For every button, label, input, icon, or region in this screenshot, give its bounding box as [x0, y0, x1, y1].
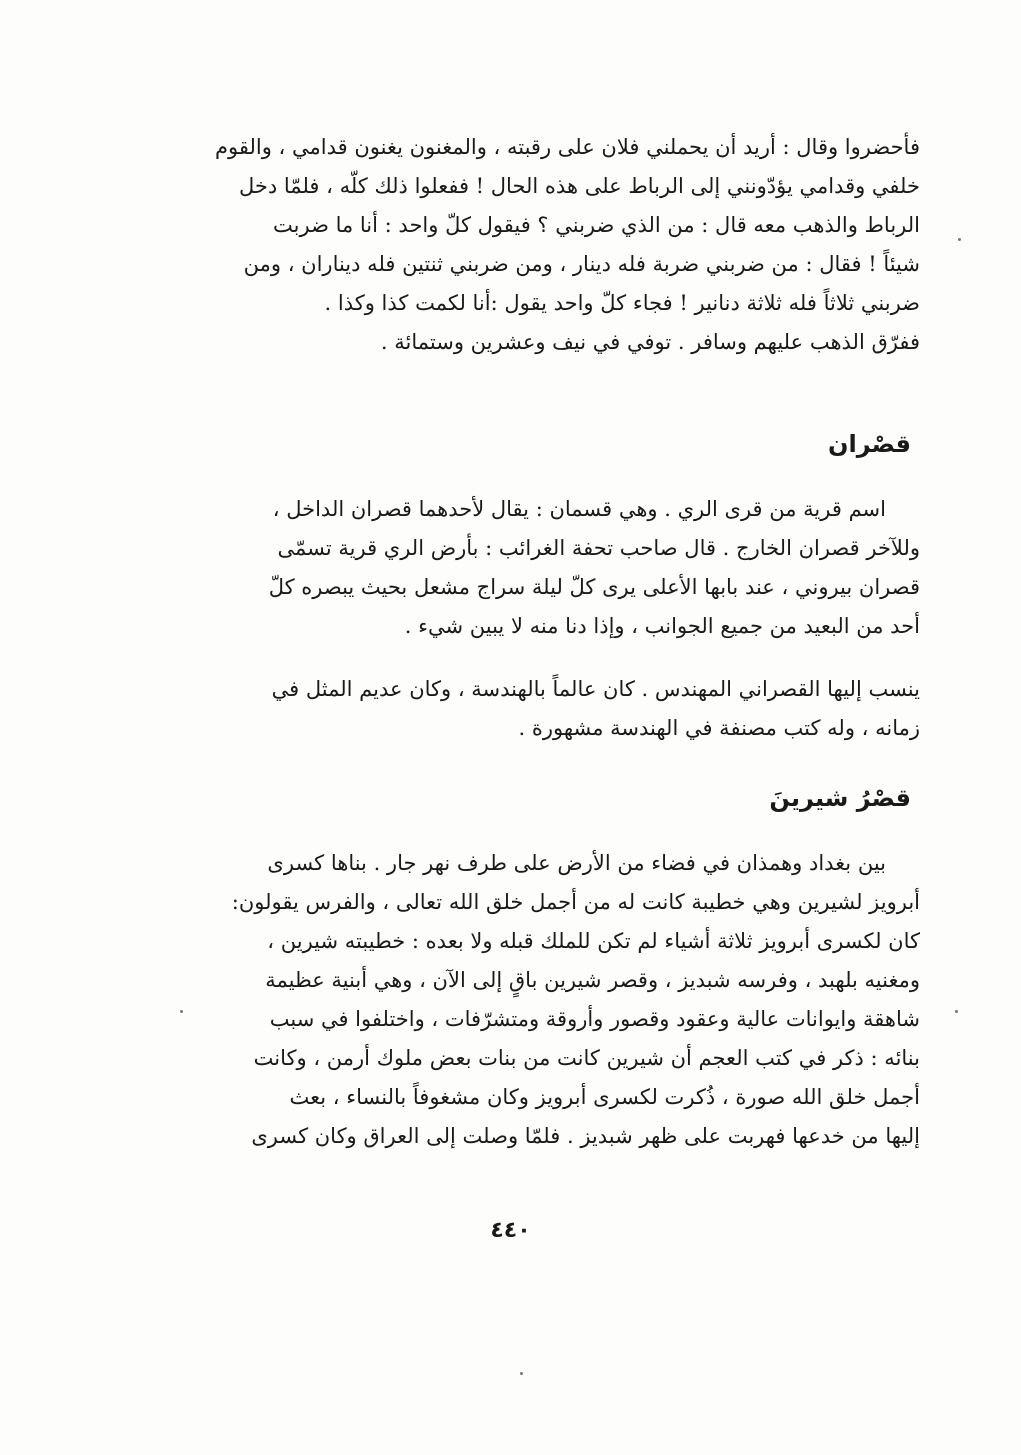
- text-line: ومغنيه بلهبد ، وفرسه شبديز ، وقصر شيرين باقٍ إلى الآن ، وهي أبنية عظيمة: [265, 968, 920, 992]
- text-line: شيئاً ! فقال : من ضربني ضربة فله دينار ، ومن ضربني ثنتين فله ديناران ، ومن: [243, 252, 920, 276]
- text-line: ضربني ثلاثاً فله ثلاثة دنانير ! فجاء كلّ واحد يقول :أنا لكمت كذا وكذا .: [324, 291, 920, 315]
- text-line: شاهقة وايوانات عالية وعقود وقصور وأروقة ومتشرّفات ، واختلفوا في سبب: [269, 1007, 920, 1031]
- continuation-paragraph: [208, 128, 920, 362]
- scan-speck: [958, 238, 961, 241]
- text-line: كان لكسرى أبرويز ثلاثة أشياء لم تكن للملك قبله ولا بعده : خطيبته شيرين ،: [267, 929, 920, 953]
- text-line: بنائه : ذكر في كتب العجم أن شيرين كانت من بنات بعض ملوك أرمن ، وكانت: [253, 1046, 920, 1070]
- qasran-paragraph-1: [208, 490, 920, 646]
- page-number: ٤٤٠: [490, 1218, 531, 1243]
- section-heading-qasr-shirin: قصْرُ شيرينَ: [769, 784, 911, 812]
- section-heading-qasran: قصْران: [827, 430, 911, 458]
- text-line: ففرّق الذهب عليهم وسافر . توفي في نيف وعشرين وستمائة .: [380, 330, 920, 354]
- text-line: الرباط والذهب معه قال : من الذي ضربني ؟ فيقول كلّ واحد : أنا ما ضربت: [273, 213, 920, 237]
- text-line: أحد من البعيد من جميع الجوانب ، وإذا دنا منه لا يبين شيء .: [404, 614, 920, 638]
- text-line: أجمل خلق الله صورة ، ذُكرت لكسرى أبرويز وكان مشغوفاً بالنساء ، بعث: [289, 1085, 920, 1109]
- text-line: فأحضروا وقال : أريد أن يحملني فلان على رقبته ، والمغنون يغنون قدامي ، والقوم: [215, 135, 920, 159]
- text-line: ينسب إليها القصراني المهندس . كان عالماً بالهندسة ، وكان عديم المثل في: [271, 677, 920, 701]
- text-line: خلفي وقدامي يؤدّونني إلى الرباط على هذه الحال ! ففعلوا ذلك كلّه ، فلمّا دخل: [239, 174, 920, 198]
- text-line: اسم قرية من قرى الري . وهي قسمان : يقال لأحدهما قصران الداخل ،: [272, 497, 886, 521]
- text-line: أبرويز لشيرين وهي خطيبة كانت له من أجمل خلق الله تعالى ، والفرس يقولون:: [231, 890, 920, 914]
- text-line: وللآخر قصران الخارج . قال صاحب تحفة الغرائب : بأرض الري قرية تسمّى: [277, 536, 920, 560]
- qasr-shirin-paragraph: [208, 844, 920, 1156]
- scan-speck: [180, 1010, 183, 1013]
- scan-speck: [520, 1372, 523, 1375]
- text-line: إليها من خدعها فهربت على ظهر شبديز . فلمّا وصلت إلى العراق وكان كسرى: [251, 1124, 920, 1148]
- text-line: زمانه ، وله كتب مصنفة في الهندسة مشهورة .: [518, 716, 920, 740]
- qasran-paragraph-2: [208, 670, 920, 748]
- scan-speck: [955, 1010, 958, 1013]
- text-line: بين بغداد وهمذان في فضاء من الأرض على طرف نهر جار . بناها كسرى: [267, 851, 886, 875]
- text-line: قصران بيروني ، عند بابها الأعلى يرى كلّ ليلة سراج مشعل بحيث يبصره كلّ: [268, 575, 920, 599]
